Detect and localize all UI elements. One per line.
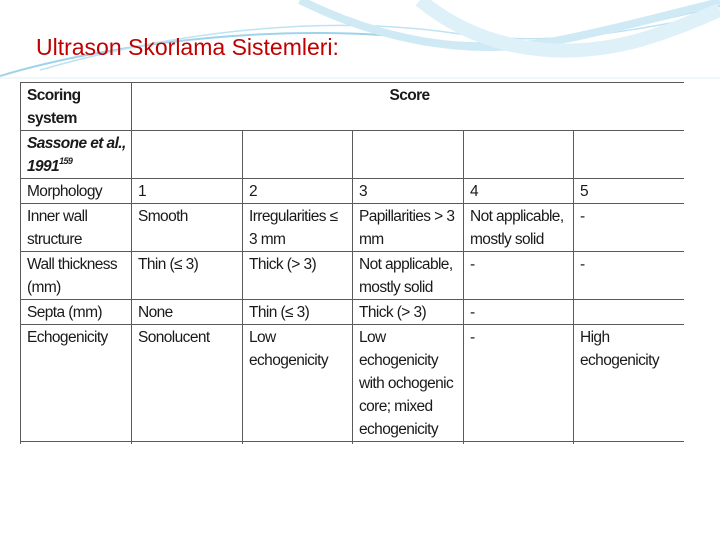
score-cell: - <box>464 325 574 442</box>
score-cell: Irregularities ≤ 3 mm <box>243 204 353 252</box>
reference-cell <box>21 131 132 179</box>
score-cell: - <box>464 300 574 325</box>
cropped-cell <box>574 442 685 445</box>
cropped-cell <box>464 442 574 445</box>
score-cell: Papillarities > 3 mm <box>353 204 464 252</box>
cropped-cell <box>243 442 353 445</box>
score-cell: High echogenicity <box>574 325 685 442</box>
cropped-cell <box>353 442 464 445</box>
score-cell: Thin (≤ 3) <box>243 300 353 325</box>
scoring-table <box>20 82 684 444</box>
row-label: Inner wall structure <box>21 204 132 252</box>
row-label: Wall thickness (mm) <box>21 252 132 300</box>
reference-row <box>21 131 685 179</box>
score-cell: Not applicable, mostly solid <box>353 252 464 300</box>
reference-empty-cell <box>353 131 464 179</box>
score-cell: Not applicable, mostly solid <box>464 204 574 252</box>
score-cell: - <box>574 252 685 300</box>
score-cell: 1 <box>132 179 243 204</box>
score-cell: 4 <box>464 179 574 204</box>
slide-title: Ultrason Skorlama Sistemleri: <box>36 34 339 60</box>
scoring-table-image <box>20 82 684 444</box>
score-cell <box>574 300 685 325</box>
reference-superscript: 159 <box>59 156 73 166</box>
reference-text: Sassone et al., 1991 <box>27 135 126 175</box>
reference-empty-cell <box>243 131 353 179</box>
table-row-septa <box>21 300 685 325</box>
score-cell: - <box>464 252 574 300</box>
header-score: Score <box>132 83 685 131</box>
row-label: Septa (mm) <box>21 300 132 325</box>
score-cell: Smooth <box>132 204 243 252</box>
score-cell: 3 <box>353 179 464 204</box>
header-scoring-system: Scoring system <box>21 83 132 131</box>
reference-empty-cell <box>574 131 685 179</box>
table-row-wall-thickness <box>21 252 685 300</box>
score-cell: 2 <box>243 179 353 204</box>
score-cell: Low echogenicity <box>243 325 353 442</box>
table-row-inner-wall <box>21 204 685 252</box>
table-row-echogenicity <box>21 325 685 442</box>
row-label: Echogenicity <box>21 325 132 442</box>
score-cell: Thin (≤ 3) <box>132 252 243 300</box>
cropped-cell <box>21 442 132 445</box>
score-cell: Thick (> 3) <box>243 252 353 300</box>
reference-empty-cell <box>464 131 574 179</box>
row-label: Morphology <box>21 179 132 204</box>
table-header-row <box>21 83 685 131</box>
score-cell: Sonolucent <box>132 325 243 442</box>
table-row-morphology <box>21 179 685 204</box>
reference-empty-cell <box>132 131 243 179</box>
score-cell: None <box>132 300 243 325</box>
score-cell: Thick (> 3) <box>353 300 464 325</box>
score-cell: 5 <box>574 179 685 204</box>
cropped-cell <box>132 442 243 445</box>
table-cropped-row <box>21 442 685 445</box>
score-cell: - <box>574 204 685 252</box>
score-cell: Low echogenicity with ochogenic core; mixed echogenicity <box>353 325 464 442</box>
